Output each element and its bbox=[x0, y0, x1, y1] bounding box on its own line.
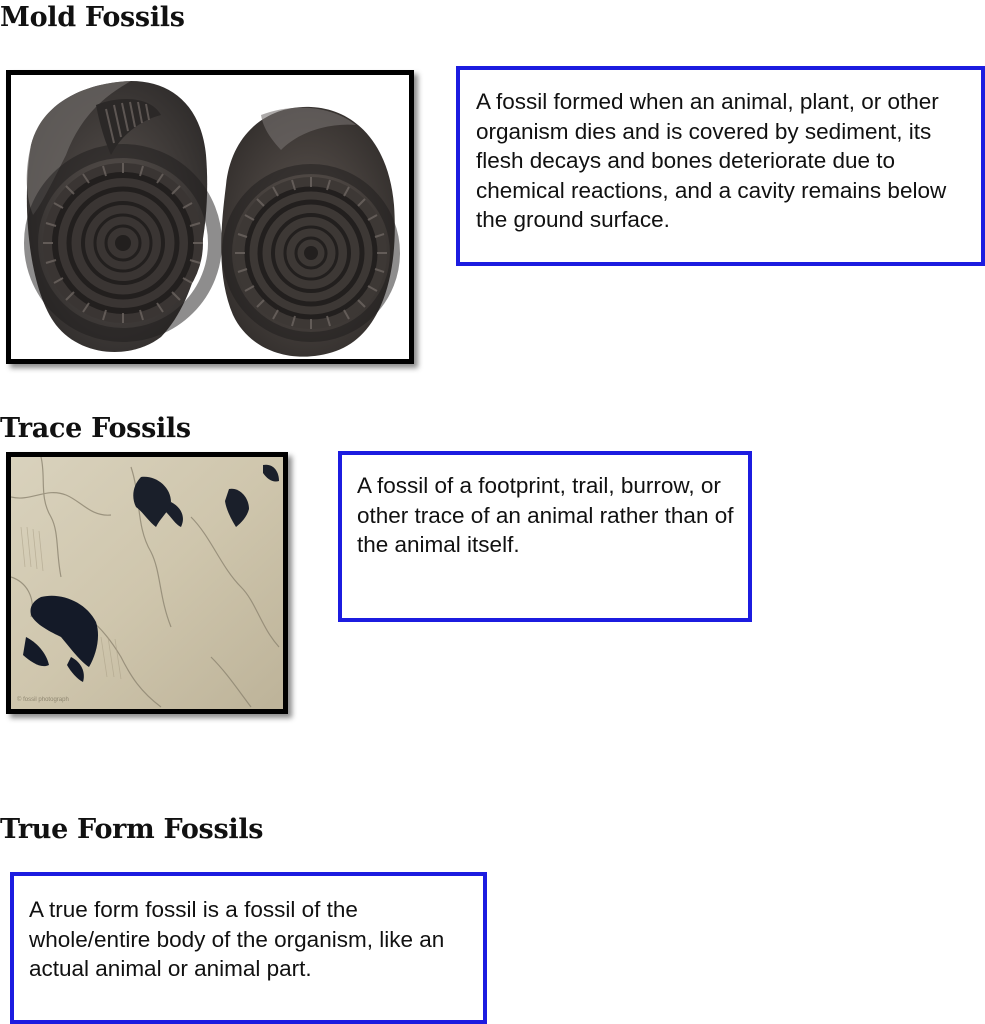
svg-text:© fossil photograph: © fossil photograph bbox=[17, 697, 69, 703]
mold-fossils-heading: Mold Fossils bbox=[0, 2, 185, 33]
ammonite-mold-fossil-image bbox=[6, 70, 414, 364]
mold-fossil-definition: A fossil formed when an animal, plant, or other organism dies and is covered by sediment, its flesh decays and bones deteriorate due to chemical reactions, and a cavity remains below the ground surface. bbox=[476, 89, 947, 232]
true-form-fossil-definition: A true form fossil is a fossil of the whole/entire body of the organism, like an actual animal or animal part. bbox=[29, 897, 445, 981]
trace-fossils-heading: Trace Fossils bbox=[0, 413, 191, 444]
mold-fossil-definition-box bbox=[456, 66, 985, 266]
true-form-fossils-heading: True Form Fossils bbox=[0, 814, 264, 845]
trace-fossil-definition: A fossil of a footprint, trail, burrow, or other trace of an animal rather than of the animal itself. bbox=[357, 473, 734, 557]
true-form-fossil-definition-box bbox=[10, 872, 487, 1024]
trace-fossil-footprint-image bbox=[6, 452, 288, 714]
trace-fossil-definition-box bbox=[338, 451, 752, 622]
